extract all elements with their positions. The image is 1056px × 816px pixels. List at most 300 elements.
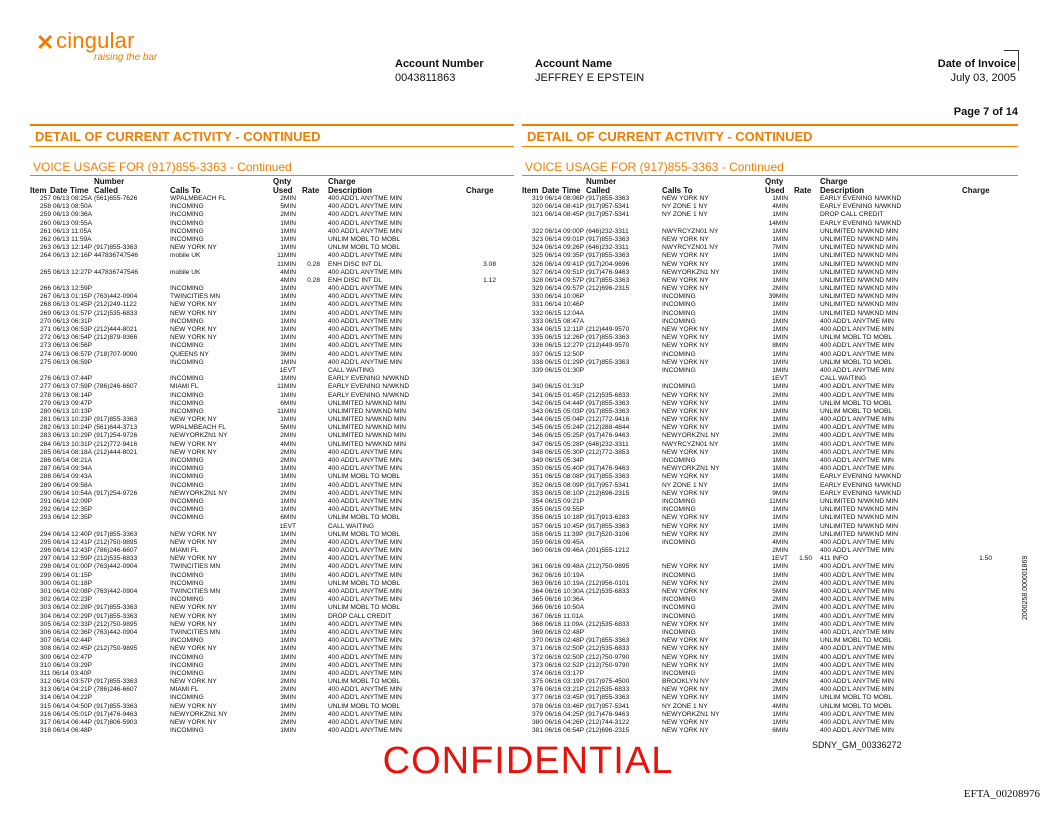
row-item: 371 06/16 02:50P (532, 645, 585, 653)
row-qnty-used: 2MIN (772, 530, 788, 538)
row-item: 262 06/13 11:59A (40, 235, 92, 243)
row-calls-to: NEW YORK NY (662, 686, 709, 694)
row-calls-to: NEW YORK NY (662, 653, 709, 661)
row-number-called: (212)744-3122 (586, 719, 630, 726)
row-qnty-used: 1MIN (280, 244, 296, 252)
row-calls-to: INCOMING (662, 317, 696, 325)
row-description: 400 ADD'L ANYTME MIN (328, 555, 402, 563)
row-description: EARLY EVENING N/WKND (820, 481, 902, 489)
row-qnty-used: 1MIN (280, 506, 296, 514)
table-row (522, 261, 1018, 269)
row-description: UNLIMITED N/WKND MIN (328, 440, 407, 448)
row-description: EARLY EVENING N/WKND (820, 489, 902, 497)
row-item: 276 06/13 07:44P (40, 375, 93, 383)
table-row (522, 252, 1018, 260)
row-description: DROP CALL CREDIT (820, 211, 884, 219)
account-name: JEFFREY E EPSTEIN (535, 72, 645, 84)
row-description: 400 ADD'L ANYTME MIN (328, 227, 402, 235)
row-number-called: (786)246-6607 (94, 686, 138, 694)
row-description: 400 ADD'L ANYTME MIN (328, 489, 402, 497)
row-calls-to: MIAMI FL (170, 383, 199, 391)
row-calls-to: NEW YORK NY (170, 702, 217, 710)
row-qnty-used: 2MIN (280, 432, 296, 440)
col-called: Called (94, 186, 119, 195)
row-description: 400 ADD'L ANYTME MIN (328, 268, 402, 276)
row-description: UNLIM MOBL TO MOBL (328, 235, 401, 243)
row-calls-to: WPALMBEACH FL (170, 195, 226, 202)
row-calls-to: NEW YORK NY (170, 326, 217, 333)
row-qnty-used: 1MIN (772, 309, 788, 317)
row-qnty-used: 2MIN (280, 448, 296, 456)
row-calls-to: NEW YORK NY (170, 530, 217, 538)
row-number-called: (917)476-9463 (586, 710, 630, 718)
row-qnty-used: 1MIN (772, 301, 788, 309)
row-calls-to: NEW YORK NY (662, 326, 709, 333)
row-calls-to: NEW YORK NY (662, 645, 709, 653)
row-qnty-used: 1MIN (772, 653, 788, 661)
table-row (30, 580, 514, 588)
table-row (522, 563, 1018, 571)
row-number-called: (212)696-2315 (586, 727, 630, 735)
row-description: UNLIM MOBL TO MOBL (328, 514, 401, 522)
row-qnty-used: 4MIN (772, 203, 788, 211)
row-description: UNLIMITED N/WKND MIN (820, 268, 899, 276)
table-row (30, 694, 514, 702)
row-qnty-used: 1MIN (280, 326, 296, 333)
row-description: 400 ADD'L ANYTME MIN (328, 358, 402, 366)
row-qnty-used: 1MIN (772, 235, 788, 243)
col-charge: Charge (466, 186, 494, 195)
row-description: 400 ADD'L ANYTME MIN (820, 432, 894, 440)
table-row (522, 686, 1018, 694)
row-item: 342 06/15 04:44P (532, 399, 585, 407)
table-row (30, 613, 514, 621)
row-description: UNLIM MOBL TO MOBL (820, 399, 893, 407)
column-headers (522, 176, 1018, 195)
row-calls-to: MIAMI FL (170, 686, 199, 694)
row-item: 294 06/14 12:40P (40, 530, 93, 538)
table-row (30, 351, 514, 359)
row-number-called: (212)879-9366 (94, 334, 138, 342)
table-row (522, 236, 1018, 244)
col-called: Called (586, 186, 611, 195)
row-item: 330 06/14 10:06P (532, 293, 585, 301)
row-qnty-used: 2MIN (280, 547, 296, 555)
table-row (30, 547, 514, 555)
row-description: UNLIM MOBL TO MOBL (328, 579, 401, 587)
table-row (30, 261, 514, 269)
row-item: 310 06/14 03:29P (40, 661, 93, 669)
row-calls-to: INCOMING (662, 628, 696, 636)
row-number-called: (212)249-1122 (94, 301, 137, 309)
table-row (522, 301, 1018, 309)
corner-mark (1004, 50, 1019, 71)
table-row (522, 351, 1018, 359)
row-number-called: (646)232-3311 (586, 440, 629, 448)
row-calls-to: NEW YORK NY (662, 563, 709, 571)
table-row (30, 621, 514, 629)
row-calls-to: INCOMING (170, 481, 204, 489)
row-item: 324 06/14 09:26P (532, 244, 585, 252)
row-number-called: (212)772-9416 (586, 416, 630, 424)
row-calls-to: INCOMING (170, 727, 204, 735)
row-item: 290 06/14 10:54A (40, 489, 93, 497)
row-item: 373 06/16 02:52P (532, 661, 585, 669)
table-row (30, 637, 514, 645)
row-calls-to: NEWYORKZN1 NY (662, 465, 720, 473)
table-row (522, 416, 1018, 424)
row-description: 400 ADD'L ANYTME MIN (328, 669, 402, 677)
row-qnty-used: 1MIN (772, 514, 788, 522)
row-number-called: (917)855-3363 (586, 358, 630, 366)
row-item: 346 06/15 05:25P (532, 432, 585, 440)
row-number-called: (201)555-1212 (586, 547, 630, 555)
table-row (30, 531, 514, 539)
table-row (30, 645, 514, 653)
row-calls-to: NEW YORK NY (170, 334, 217, 342)
row-item: 370 06/16 02:48P (532, 637, 585, 645)
row-qnty-used: 1MIN (772, 628, 788, 636)
row-number-called: (917)957-5341 (586, 481, 630, 489)
row-description: 400 ADD'L ANYTME MIN (328, 538, 402, 546)
row-description: 400 ADD'L ANYTME MIN (328, 465, 402, 473)
row-item: 295 06/14 12:41P (40, 538, 93, 546)
cingular-x-icon: ✕ (36, 30, 55, 55)
col-description: Description (328, 186, 373, 195)
row-number-called: (212)696-2315 (586, 285, 630, 293)
table-row (30, 686, 514, 694)
row-calls-to: NEW YORK NY (662, 252, 709, 260)
table-row (522, 506, 1018, 514)
row-description: 400 ADD'L ANYTME MIN (328, 620, 402, 628)
row-qnty-used: 2MIN (280, 563, 296, 571)
row-qnty-used: 1MIN (772, 473, 788, 481)
row-description: 400 ADD'L ANYTME MIN (328, 285, 402, 293)
row-item: 259 06/13 09:36A (40, 211, 93, 219)
row-calls-to: INCOMING (170, 465, 204, 473)
row-item: 316 06/14 05:01P (40, 710, 93, 718)
table-row (522, 244, 1018, 252)
col-charge-top: Charge (328, 177, 356, 186)
row-qnty-used: 1MIN (280, 235, 296, 243)
row-number-called: (917)855-3363 (586, 252, 630, 260)
row-item: 366 06/16 10:50A (532, 604, 585, 612)
row-rate: 0.28 (307, 276, 320, 284)
table-row (30, 277, 514, 285)
table-row (30, 310, 514, 318)
row-item: 372 06/16 02:50P (532, 653, 585, 661)
row-calls-to: NEWYORKZN1 NY (662, 432, 720, 440)
row-calls-to: INCOMING (662, 293, 696, 301)
side-id: 2000258.000001869 (1022, 555, 1029, 620)
row-calls-to: NEW YORK NY (170, 620, 217, 628)
row-calls-to: NEW YORK NY (662, 514, 709, 522)
row-calls-to: NEW YORK NY (662, 260, 709, 268)
row-item: 272 06/13 06:54P (40, 334, 93, 342)
table-row (522, 514, 1018, 522)
row-number-called: (212)750-9790 (586, 661, 630, 669)
row-item: 289 06/14 09:58A (40, 481, 93, 489)
row-description: 400 ADD'L ANYTME MIN (820, 579, 894, 587)
col-time: Time (562, 186, 581, 195)
col-calls-to: Calls To (662, 186, 693, 195)
row-description: 400 ADD'L ANYTME MIN (820, 710, 894, 718)
row-qnty-used: 11MIN (769, 497, 788, 505)
row-calls-to: NEW YORK NY (662, 407, 709, 415)
row-qnty-used: 2MIN (772, 604, 788, 612)
row-number-called: (212)772-3853 (586, 448, 630, 456)
row-qnty-used: 4MIN (280, 440, 296, 448)
col-description: Description (820, 186, 865, 195)
row-description: 400 ADD'L ANYTME MIN (328, 252, 402, 260)
row-qnty-used: 39MIN (768, 293, 788, 301)
row-calls-to: NEW YORK NY (662, 195, 709, 202)
row-number-called: (212)444-8021 (94, 448, 138, 456)
table-row (30, 195, 514, 203)
row-item: 283 06/13 10:29P (40, 432, 93, 440)
row-item: 352 06/15 08:09P (532, 481, 585, 489)
table-row (522, 555, 1018, 563)
row-description: UNLIMITED N/WKND MIN (820, 276, 899, 284)
row-calls-to: INCOMING (662, 612, 696, 620)
row-number-called: (718)707-9090 (94, 350, 138, 358)
table-row (522, 572, 1018, 580)
row-item: 293 06/14 12:35P (40, 514, 93, 522)
row-description: 400 ADD'L ANYTME MIN (328, 448, 402, 456)
row-calls-to: mobile UK (170, 252, 201, 260)
row-number-called: (212)956-0101 (586, 579, 630, 587)
col-item: Item (522, 186, 539, 195)
table-row (30, 400, 514, 408)
table-row (522, 539, 1018, 547)
table-row (522, 375, 1018, 383)
table-row (30, 539, 514, 547)
row-description: 400 ADD'L ANYTME MIN (820, 424, 894, 432)
row-description: ENH DISC INT DL (328, 276, 383, 284)
table-row (30, 482, 514, 490)
row-description: 400 ADD'L ANYTME MIN (328, 457, 402, 464)
row-item: 300 06/14 01:18P (40, 579, 93, 587)
column-headers (30, 176, 514, 195)
row-qnty-used: 1MIN (772, 326, 788, 333)
row-number-called: (212)750-9895 (586, 563, 630, 571)
row-description: 400 ADD'L ANYTME MIN (820, 678, 894, 686)
row-item: 297 06/14 12:59P (40, 555, 93, 563)
row-qnty-used: 1MIN (280, 219, 296, 227)
row-item: 364 06/16 10:30A (532, 588, 585, 595)
row-calls-to: NEW YORK NY (662, 285, 709, 293)
row-qnty-used: 2MIN (280, 686, 296, 694)
row-calls-to: INCOMING (662, 596, 696, 604)
row-qnty-used: 2MIN (280, 661, 296, 669)
row-item: 302 06/14 02:23P (40, 596, 93, 604)
row-number-called: (917)855-3363 (586, 407, 630, 415)
account-number-label: Account Number (395, 58, 484, 70)
row-item: 333 06/15 08:47A (532, 317, 585, 325)
row-item: 334 06/15 12:11P (532, 326, 584, 333)
row-description: 400 ADD'L ANYTME MIN (328, 317, 402, 325)
table-row (30, 523, 514, 531)
row-qnty-used: 1MIN (280, 358, 296, 366)
row-number-called: (763)442-0904 (94, 563, 138, 571)
table-row (522, 359, 1018, 367)
row-charge: 1.50 (979, 555, 992, 563)
row-item: 271 06/13 06:53P (40, 326, 93, 333)
row-number-called: (917)957-5341 (586, 702, 630, 710)
row-qnty-used: 5MIN (280, 424, 296, 432)
row-qnty-used: 2MIN (772, 547, 788, 555)
row-description: 400 ADD'L ANYTME MIN (820, 604, 894, 612)
row-description: 400 ADD'L ANYTME MIN (328, 563, 402, 571)
row-calls-to: INCOMING (170, 579, 204, 587)
row-item: 304 06/14 02:29P (40, 612, 93, 620)
row-item: 260 06/13 09:55A (40, 219, 93, 227)
row-description: 400 ADD'L ANYTME MIN (820, 366, 894, 374)
row-calls-to: NEW YORK NY (170, 244, 217, 252)
table-row (30, 473, 514, 481)
row-description: 400 ADD'L ANYTME MIN (328, 637, 402, 645)
table-row (30, 662, 514, 670)
table-row (30, 367, 514, 375)
row-calls-to: INCOMING (662, 309, 696, 317)
row-qnty-used: 1MIN (772, 637, 788, 645)
row-qnty-used: 2MIN (772, 432, 788, 440)
col-qnty: Qnty (765, 177, 784, 186)
row-description: 400 ADD'L ANYTME MIN (820, 686, 894, 694)
row-item: 287 06/14 09:34A (40, 465, 93, 473)
row-calls-to: NEW YORK NY (170, 448, 217, 456)
row-number-called: (917)855-3363 (94, 416, 138, 424)
col-number: Number (586, 177, 617, 186)
row-qnty-used: 4MIN (280, 268, 296, 276)
row-description: 400 ADD'L ANYTME MIN (328, 719, 402, 726)
left-column (30, 124, 514, 735)
row-description: 400 ADD'L ANYTME MIN (328, 653, 402, 661)
table-row (522, 678, 1018, 686)
row-number-called: (763)442-0904 (94, 588, 138, 595)
table-row (30, 563, 514, 571)
row-description: 400 ADD'L ANYTME MIN (820, 326, 894, 333)
row-description: EARLY EVENING N/WKND (820, 473, 902, 481)
row-description: 400 ADD'L ANYTME MIN (820, 383, 894, 391)
row-description: UNLIMITED N/WKND MIN (328, 432, 407, 440)
row-number-called: (212)535-6833 (586, 391, 630, 399)
row-description: 400 ADD'L ANYTME MIN (328, 686, 402, 694)
table-row (522, 703, 1018, 711)
row-number-called: (212)535-6833 (586, 686, 630, 694)
table-row (522, 334, 1018, 342)
row-calls-to: INCOMING (662, 669, 696, 677)
row-description: 400 ADD'L ANYTME MIN (820, 350, 894, 358)
row-qnty-used: 9MIN (772, 489, 788, 497)
row-description: UNLIMITED N/WKND MIN (328, 416, 407, 424)
row-number-called: (212)750-9790 (586, 653, 630, 661)
col-number: Number (94, 177, 125, 186)
row-qnty-used: 1MIN (280, 285, 296, 293)
row-qnty-used: 1MIN (280, 727, 296, 735)
row-calls-to: NEW YORK NY (662, 448, 709, 456)
row-description: CALL WAITING (328, 366, 375, 374)
row-calls-to: MIAMI FL (170, 547, 199, 555)
row-qnty-used: 1EVT (771, 375, 788, 383)
row-number-called: (763)442-0904 (94, 628, 138, 636)
row-item: 313 06/14 04:21P (40, 686, 93, 694)
row-description: 400 ADD'L ANYTME MIN (820, 465, 894, 473)
row-calls-to: INCOMING (170, 497, 204, 505)
row-number-called: (786)246-6607 (94, 547, 138, 555)
row-description: 400 ADD'L ANYTME MIN (820, 645, 894, 653)
row-item: 363 06/16 10:19A (532, 579, 585, 587)
row-description: UNLIMITED N/WKND MIN (820, 252, 899, 260)
row-description: UNLIMITED N/WKND MIN (820, 497, 899, 505)
row-item: 286 06/14 08:21A (40, 457, 93, 464)
row-qnty-used: 1MIN (772, 416, 788, 424)
row-qnty-used: 1MIN (280, 309, 296, 317)
col-charge-top: Charge (820, 177, 848, 186)
row-calls-to: NEW YORK NY (662, 416, 709, 424)
row-calls-to: INCOMING (170, 473, 204, 481)
row-number-called: (212)535-6833 (586, 620, 630, 628)
right-usage-table (522, 195, 1018, 735)
row-item: 340 06/15 01:31P (532, 383, 585, 391)
table-row (522, 277, 1018, 285)
table-row (522, 523, 1018, 531)
row-qnty-used: 1MIN (772, 448, 788, 456)
row-item: 361 06/16 09:48A (532, 563, 585, 571)
table-row (30, 498, 514, 506)
table-row (522, 604, 1018, 612)
row-number-called: (917)913-6283 (586, 514, 630, 522)
table-row (522, 269, 1018, 277)
row-number-called: (212)696-2315 (586, 489, 630, 497)
row-description: 400 ADD'L ANYTME MIN (820, 391, 894, 399)
row-qnty-used: 1MIN (280, 473, 296, 481)
row-item: 275 06/13 06:59P (40, 358, 93, 366)
invoice-date: July 03, 2005 (950, 72, 1016, 84)
row-item: 335 06/15 12:26P (532, 334, 585, 342)
row-qnty-used: 1MIN (772, 399, 788, 407)
table-row (30, 244, 514, 252)
section-title: DETAIL OF CURRENT ACTIVITY - CONTINUED (522, 124, 1018, 147)
row-description: 400 ADD'L ANYTME MIN (328, 547, 402, 555)
row-calls-to: INCOMING (170, 235, 204, 243)
row-qnty-used: 1MIN (772, 317, 788, 325)
row-description: 400 ADD'L ANYTME MIN (328, 195, 402, 202)
row-qnty-used: 2MIN (280, 538, 296, 546)
row-calls-to: INCOMING (170, 407, 204, 415)
row-number-called: (917)254-9726 (94, 489, 138, 497)
row-description: UNLIMITED N/WKND MIN (820, 227, 899, 235)
row-description: DROP CALL CREDIT (328, 612, 392, 620)
row-qnty-used: 1MIN (772, 424, 788, 432)
row-description: UNLIM MOBL TO MOBL (328, 473, 401, 481)
row-qnty-used: 8MIN (772, 342, 788, 350)
row-calls-to: INCOMING (170, 596, 204, 604)
row-qnty-used: 3MIN (280, 350, 296, 358)
row-description: EARLY EVENING N/WKND (820, 195, 902, 202)
row-description: 400 ADD'L ANYTME MIN (328, 334, 402, 342)
row-item: 376 06/16 03:21P (532, 686, 585, 694)
table-row (30, 416, 514, 424)
row-description: 400 ADD'L ANYTME MIN (820, 661, 894, 669)
table-row (30, 375, 514, 383)
row-calls-to: NEW YORK NY (170, 555, 217, 563)
row-item: 345 06/15 05:24P (532, 424, 585, 432)
row-qnty-used: 1MIN (772, 407, 788, 415)
row-calls-to: NEW YORK NY (662, 661, 709, 669)
row-qnty-used: 4MIN (280, 276, 296, 284)
row-description: 400 ADD'L ANYTME MIN (328, 342, 402, 350)
